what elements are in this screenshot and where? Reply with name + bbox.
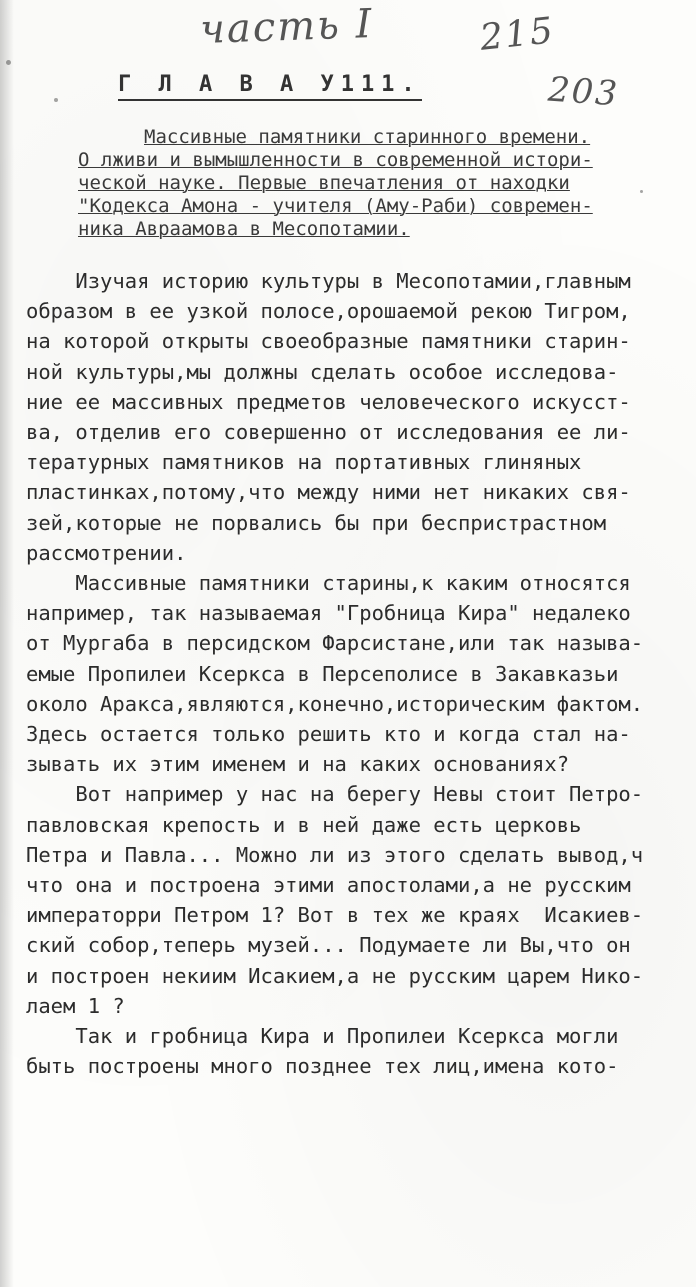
body-line: ский собор,теперь музей... Подумаете ли Вы,что он [26, 933, 631, 958]
summary-line: "Кодекса Амона - учителя (Аму-Раби) современ- [78, 195, 593, 217]
body-line: ной культуры,мы должны сделать особое исследова- [26, 359, 619, 384]
handwritten-page-number-secondary: 203 [546, 69, 621, 115]
body-line: Массивные памятники старины,к каким относятся [26, 571, 631, 596]
summary-line: Массивные памятники старинного времени. [144, 126, 591, 148]
summary-line: ника Авраамова в Месопотамии. [78, 218, 410, 240]
body-text [26, 266, 690, 1081]
body-line: Вот например у нас на берегу Невы стоит Петро- [26, 782, 644, 807]
body-line: павловская крепость и в ней даже есть церковь [26, 812, 582, 837]
body-line: лаем 1 ? [26, 993, 125, 1018]
body-line: Так и гробница Кира и Пропилеи Ксеркса могли [26, 1024, 619, 1049]
body-line: Изучая историю культуры в Месопотамии,главным [26, 269, 631, 293]
body-line: ва, отделив его совершенно от исследования ее ли- [26, 420, 631, 445]
body-line: образом в ее узкой полосе,орошаемой рекою Тигром, [26, 299, 631, 324]
handwritten-part-label: часть I [199, 0, 375, 54]
body-line: зывать их этим именем и на каких основаниях? [26, 752, 570, 777]
body-line: что она и построена этими апостолами,а не русским [26, 873, 631, 898]
scan-speck [6, 60, 11, 65]
scan-speck [640, 190, 643, 193]
body-line: быть построены много позднее тех лиц,имена кото- [26, 1054, 619, 1079]
body-line: Здесь остается только решить кто и когда стал на- [26, 722, 631, 747]
body-line: зей,которые не порвались бы при беспристрастном [26, 510, 607, 535]
summary-line: ческой науке. Первые впечатления от находки [78, 172, 570, 194]
scan-edge-shadow [0, 0, 14, 1287]
body-line: рассмотрении. [26, 540, 187, 565]
body-line: Петра и Павла... Можно ли из этого сделать вывод,ч [26, 842, 644, 867]
body-line: императорри Петром 1? Вот в тех же краях Исакиев- [26, 903, 644, 928]
body-line: например, так называемая "Гробница Кира" недалеко [26, 601, 631, 626]
body-line: тературных памятников на портативных глиняных [26, 450, 582, 475]
scan-speck [54, 98, 58, 102]
chapter-heading: Г Л А В А У111. [118, 72, 422, 101]
body-line: около Аракса,являются,конечно,историческим фактом. [26, 691, 644, 716]
chapter-summary [78, 126, 678, 241]
summary-line: О лживи и вымышленности в современной истори- [78, 149, 593, 171]
body-line: от Мургаба в персидском Фарсистане,или так называ- [26, 631, 644, 656]
body-line: пластинках,потому,что между ними нет никаких свя- [26, 480, 631, 505]
body-line: емые Пропилеи Ксеркса в Персеполисе в Закавказьи [26, 661, 619, 686]
body-line: на которой открыты своеобразные памятники старин- [26, 329, 631, 354]
handwritten-page-number: 215 [478, 10, 557, 59]
body-line: ние ее массивных предметов человеческого искусст- [26, 389, 631, 414]
body-line: и построен некиим Исакием,а не русским царем Нико- [26, 963, 644, 988]
